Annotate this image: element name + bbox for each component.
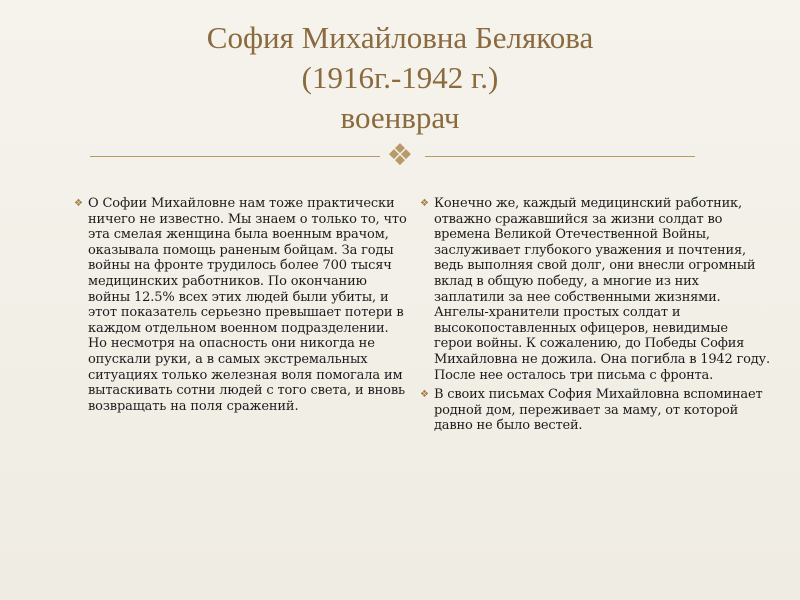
right-paragraph-2 [420,387,770,434]
small-diamond-bullet-icon: ❖ [74,198,83,209]
right-paragraph-2-text: В своих письмах София Михайловна вспоминает родной дом, переживает за маму, от которой давно не было вестей. [434,387,763,434]
divider-line-left [90,156,380,157]
slide-title [100,18,700,138]
left-paragraph [74,196,410,414]
divider-line-right [425,156,695,157]
small-diamond-bullet-icon: ❖ [420,198,429,209]
right-text-column [420,196,770,438]
small-diamond-bullet-icon: ❖ [420,389,429,401]
title-years: (1916г.-1942 г.) [301,60,499,95]
right-paragraph-1 [420,196,770,383]
left-text-column [74,196,410,418]
left-paragraph-text: О Софии Михайловне нам тоже практически ничего не известно. Мы знаем о только то, что эта смелая женщина была военным врачом, оказывала помощь раненым бойцам. За годы войны на фронте трудилось более 700 тысяч медицинских работников. По окончанию войны 12.5% всех этих людей были убиты, и этот показатель серьезно превышает потери в каждом отдельном военном подразделении. Но несмотря на опасность они никогда не опускали руки, а в самых экстремальных ситуациях только железная воля помогала им вытаскивать сотни людей с того света, и вновь возвращать на поля сражений. [88,196,407,414]
title-name: София Михайловна Белякова [206,20,594,55]
title-rank: военврач [340,100,460,135]
right-paragraph-1-text: Конечно же, каждый медицинский работник, отважно сражавшийся за жизни солдат во времена Великой Отечественной Войны, заслуживает глубокого уважения и почтения, ведь выполняя свой долг, они внесли огромный вклад в общую победу, а многие из них заплатили за нее собственными жизнями. Ангелы-хранители простых солдат и высокопоставленных офицеров, невидимые герои войны. К сожалению, до Победы София Михайловна не дожила. Она погибла в 1942 году. После нее осталось три письма с фронта. [434,196,770,383]
diamond-ornament-icon: ❖ [386,138,414,173]
